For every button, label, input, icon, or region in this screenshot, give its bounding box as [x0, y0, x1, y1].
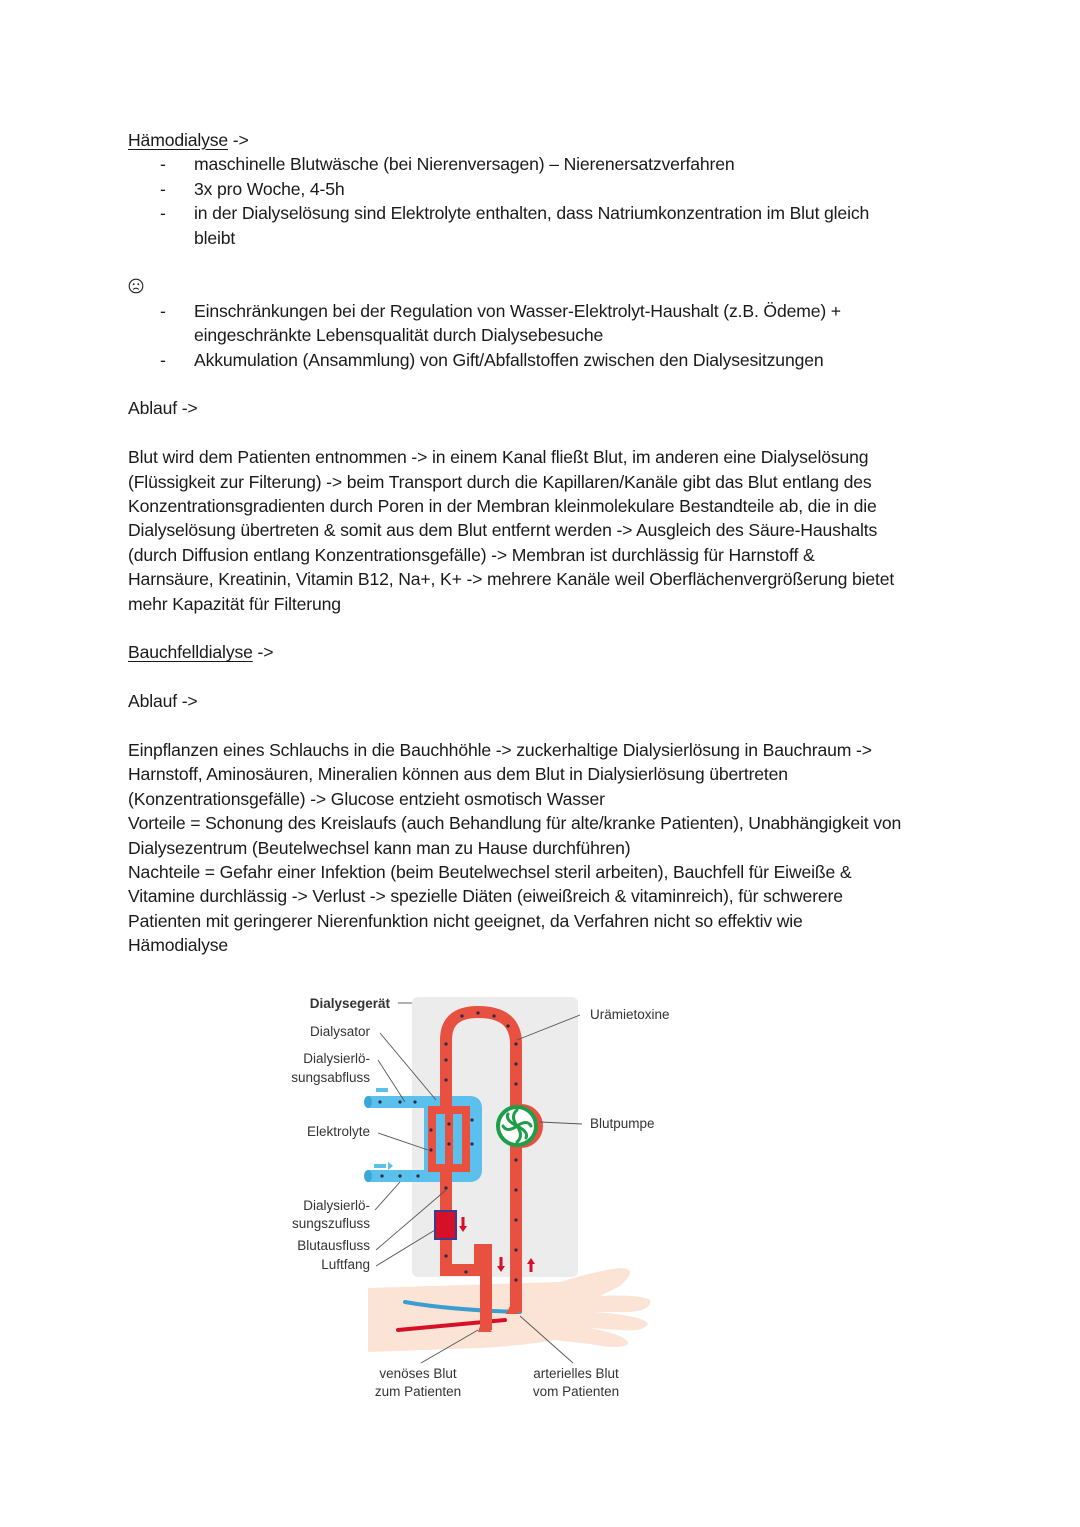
label-venoes-1: venöses Blut: [379, 1366, 457, 1381]
list-item: - Akkumulation (Ansammlung) von Gift/Abfallstoffen zwischen den Dialysesitzungen: [160, 349, 824, 370]
haemodialyse-ablauf-label: Ablauf ->: [128, 398, 198, 419]
label-arteriell-2: vom Patienten: [532, 1384, 620, 1399]
haemodialyse-ablauf-paragraph: Blut wird dem Patienten entnommen -> in einem Kanal fließt Blut, im anderen eine Dialyselösung (Flüssigkeit zur Filterung) -> beim Transport durch die Kapillaren/Kanäle gibt das Blut entlang des Konzentrationsgradienten durch Poren in der Membran kleinmolekulare Bestandteile ab, die in die Dialyselösung übertreten & somit aus dem Blut entfernt werden -> Ausgleich des Säure-Haushalts (durch Diffusion entlang Konzentrationsgefälle) -> Membran ist durchlässig für Harnstoff & Harnsäure, Kreatinin, Vitamin B12, Na+, K+ -> mehrere Kanäle weil Oberflächenvergrößerung bietet mehr Kapazität für Filterung: [128, 447, 895, 614]
list-item: - Einschränkungen bei der Regulation von Wasser-Elektrolyt-Haushalt (z.B. Ödeme) +: [160, 300, 841, 321]
label-uraemietoxine: Urämietoxine: [590, 1007, 670, 1022]
list-item-continuation: eingeschränkte Lebensqualität durch Dialysebesuche: [194, 325, 604, 346]
label-blutausfluss: Blutausfluss: [297, 1238, 370, 1253]
document-page: [128, 128, 958, 958]
label-dialysator: Dialysator: [309, 1024, 370, 1039]
label-luftfang: Luftfang: [321, 1257, 370, 1272]
label-blutpumpe: Blutpumpe: [590, 1116, 655, 1131]
luftfang: [435, 1211, 456, 1239]
haemodialyse-arrow: ->: [228, 130, 249, 150]
label-abfluss-2: sungsabfluss: [291, 1070, 370, 1085]
label-arteriell-1: arterielles Blut: [533, 1366, 619, 1381]
label-abfluss-1: Dialysierlö-: [303, 1051, 370, 1066]
list-item: - in der Dialyselösung sind Elektrolyte enthalten, dass Natriumkonzentration im Blut gleich: [160, 203, 870, 224]
bauchfelldialyse-ablauf-label: Ablauf ->: [128, 691, 198, 712]
label-zufluss-1: Dialysierlö-: [303, 1198, 370, 1213]
list-item: - 3x pro Woche, 4-5h: [160, 178, 345, 199]
label-elektrolyte: Elektrolyte: [306, 1124, 370, 1139]
sad-face-icon: [128, 278, 144, 294]
haemodialyse-bullets: [128, 152, 958, 250]
list-item: - maschinelle Blutwäsche (bei Nierenversagen) – Nierenersatzverfahren: [160, 154, 735, 175]
list-item-continuation: bleibt: [194, 227, 236, 248]
label-dialysegeraet: Dialysegerät: [309, 996, 390, 1011]
negatives-list: [128, 299, 958, 372]
section-haemodialyse-heading: [128, 128, 958, 152]
bauchfelldialyse-title: Bauchfelldialyse: [128, 642, 253, 663]
label-venoes-2: zum Patienten: [374, 1384, 462, 1399]
section-bauchfelldialyse-heading: Bauchfelldialyse ->: [128, 642, 274, 663]
negatives-marker: [128, 274, 958, 298]
bauchfelldialyse-paragraph: Einpflanzen eines Schlauchs in die Bauchhöhle -> zuckerhaltige Dialysierlösung in Bauchraum -> Harnstoff, Aminosäuren, Mineralien können aus dem Blut in Dialysierlösung übertreten (Konzentrationsgefälle) -> Glucose entzieht osmotisch Wasser Vorteile = Schonung des Kreislaufs (auch Behandlung für alte/kranke Patienten), Unabhängigkeit von Dialysezentrum (Beutelwechsel kann man zu Hause durchführen) Nachteile = Gefahr einer Infektion (beim Beutelwechsel steril arbeiten), Bauchfell für Eiweiße & Vitamine durchlässig -> Verlust -> spezielle Diäten (eiweißreich & vitaminreich), für schwerere Patienten mit geringerer Nierenfunktion nicht geeignet, da Verfahren nicht so effektiv wie Hämodialyse: [128, 740, 902, 956]
haemodialyse-title: Hämodialyse: [128, 130, 229, 150]
dialysis-diagram: [285, 985, 705, 1415]
label-zufluss-2: sungszufluss: [291, 1216, 370, 1231]
